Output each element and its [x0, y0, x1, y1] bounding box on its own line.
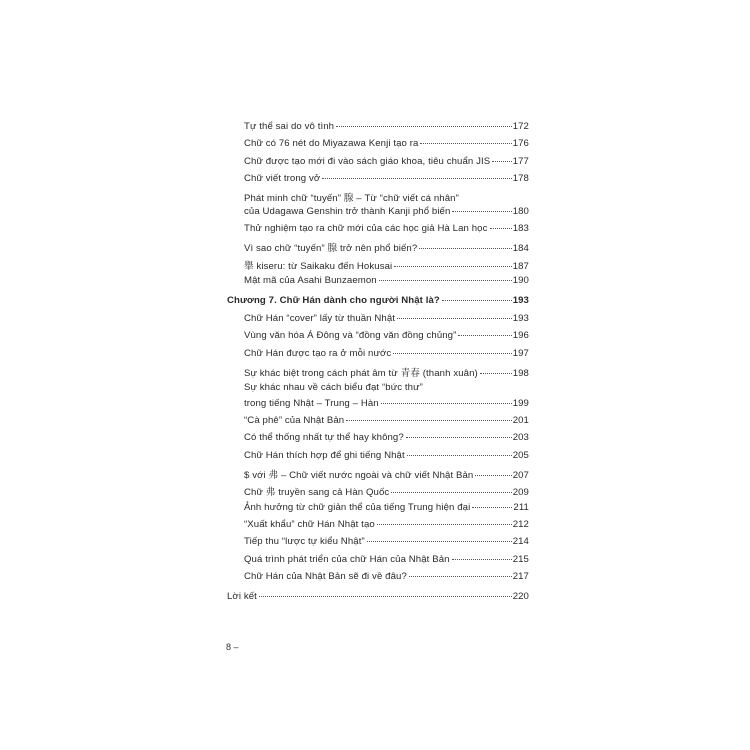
- toc-entry-title: “Xuất khẩu” chữ Hán Nhật tạo: [244, 518, 375, 530]
- toc-entry-page: 190: [512, 274, 529, 286]
- toc-entry: [227, 240, 529, 257]
- dot-leader: [406, 437, 512, 438]
- dot-leader: [442, 300, 512, 301]
- toc-entry-page: 214: [512, 536, 529, 548]
- toc-entry-title: Lời kết: [227, 591, 257, 603]
- dot-leader: [407, 455, 512, 456]
- toc-entry-page: 187: [512, 260, 529, 272]
- dot-leader: [397, 318, 512, 319]
- toc-entry: [227, 398, 529, 415]
- dot-leader: [336, 126, 512, 127]
- dot-leader: [379, 280, 512, 281]
- toc-entry-page: 207: [512, 470, 529, 482]
- dot-leader: [490, 228, 512, 229]
- toc-entry-title: Chữ Hán của Nhật Bản sẽ đi về đâu?: [244, 570, 407, 582]
- page-number: 8 –: [226, 642, 239, 652]
- toc-entry-page: 197: [512, 347, 529, 359]
- dot-leader: [475, 475, 511, 476]
- toc-entry: [227, 571, 529, 588]
- table-of-contents: [227, 121, 529, 609]
- toc-entry: [227, 467, 529, 484]
- toc-entry-title: Chữ Hán thích hợp để ghi tiếng Nhật: [244, 449, 405, 461]
- dot-leader: [452, 211, 511, 212]
- toc-entry-title: trong tiếng Nhật – Trung – Hàn: [244, 397, 379, 409]
- toc-entry: [227, 415, 529, 432]
- toc-entry-page: 184: [512, 243, 529, 255]
- toc-entry: [227, 554, 529, 571]
- toc-entry-title: Quá trình phát triển của chữ Hán của Nhật Bản: [244, 553, 450, 565]
- dot-leader: [480, 373, 512, 374]
- dot-leader: [458, 335, 511, 336]
- toc-entry: [227, 275, 529, 292]
- toc-entry-title: Thử nghiệm tạo ra chữ mới của các học giả Hà Lan học: [244, 222, 488, 234]
- toc-entry-title: Có thể thống nhất tự thể hay không?: [244, 432, 404, 444]
- toc-entry-page: 199: [512, 397, 529, 409]
- dot-leader: [409, 576, 512, 577]
- dot-leader: [346, 420, 511, 421]
- dot-leader: [394, 266, 511, 267]
- toc-entry-page: 220: [512, 591, 529, 603]
- toc-entry-title: Chữ Hán “cover” lấy từ thuần Nhật: [244, 313, 396, 325]
- toc-entry-page: 211: [513, 501, 529, 513]
- toc-entry-page: 212: [512, 518, 529, 530]
- toc-entry-page: 193: [512, 295, 529, 307]
- toc-entry-title: “Cà phê” của Nhật Bản: [244, 415, 345, 427]
- toc-entry-title: Vì sao chữ “tuyến” 腺 trở nên phổ biến?: [244, 243, 418, 255]
- toc-entry-title: Phát minh chữ “tuyến” 腺 – Từ “chữ viết cá nhân”: [244, 193, 459, 205]
- toc-entry-page: 183: [512, 222, 529, 234]
- toc-entry-page: 172: [512, 121, 529, 132]
- toc-entry: [227, 258, 529, 275]
- toc-entry-title: 𦦙 kiseru: từ Saikaku đến Hokusai: [244, 260, 393, 272]
- toc-entry: [227, 121, 529, 138]
- toc-entry-page: 201: [512, 415, 529, 427]
- dot-leader: [381, 403, 512, 404]
- toc-entry: [227, 206, 529, 223]
- toc-entry-page: 215: [512, 553, 529, 565]
- toc-entry-title: Tiếp thu “lược tự kiểu Nhật”: [244, 536, 365, 548]
- toc-entry-title: Sự khác nhau về cách biểu đạt “bức thư”: [244, 382, 423, 394]
- toc-entry: [227, 330, 529, 347]
- toc-entry-title: Chữ viết trong vở: [244, 172, 321, 184]
- toc-entry-page: 176: [512, 138, 529, 150]
- toc-entry-title: Sự khác biệt trong cách phát âm từ 青春 (thanh xuân): [244, 368, 478, 380]
- toc-entry-page: 177: [512, 155, 529, 167]
- toc-entry-title: Chữ 弗 truyền sang cả Hàn Quốc: [244, 487, 390, 499]
- dot-leader: [377, 524, 512, 525]
- toc-entry-title: Mật mã của Asahi Bunzaemon: [244, 274, 377, 286]
- toc-entry-title: Ảnh hưởng từ chữ giản thể của tiếng Trung hiện đại: [244, 501, 471, 513]
- toc-entry-title: $ với 弗 – Chữ viết nước ngoài và chữ viết Nhật Bản: [244, 470, 474, 482]
- toc-entry: [227, 519, 529, 536]
- toc-entry: [227, 223, 529, 240]
- dot-leader: [492, 161, 511, 162]
- toc-entry-page: 180: [512, 205, 529, 217]
- toc-entry-page: 209: [512, 487, 529, 499]
- dot-leader: [452, 559, 512, 560]
- toc-entry: [227, 382, 529, 398]
- toc-entry-title: của Udagawa Genshin trở thành Kanji phổ biến: [244, 205, 451, 217]
- toc-entry: [227, 190, 529, 206]
- toc-entry-title: Chữ Hán được tạo ra ở mỗi nước: [244, 347, 392, 359]
- toc-entry-title: Vùng văn hóa Á Đông và “đồng văn đồng chủng”: [244, 330, 457, 342]
- toc-chapter-entry: [227, 295, 529, 313]
- toc-entry: [227, 591, 529, 609]
- dot-leader: [322, 178, 511, 179]
- toc-entry: [227, 138, 529, 155]
- toc-entry: [227, 348, 529, 365]
- dot-leader: [367, 541, 512, 542]
- toc-entry: [227, 450, 529, 467]
- toc-entry-page: 203: [512, 432, 529, 444]
- toc-entry-title: Chữ được tạo mới đi vào sách giáo khoa, tiêu chuẩn JIS: [244, 155, 491, 167]
- toc-entry-page: 217: [512, 570, 529, 582]
- toc-entry-page: 196: [512, 330, 529, 342]
- toc-entry-title: Chữ có 76 nét do Miyazawa Kenji tạo ra: [244, 138, 419, 150]
- dot-leader: [419, 248, 511, 249]
- toc-entry-page: 205: [512, 449, 529, 461]
- toc-entry-title: Chương 7. Chữ Hán dành cho người Nhật là?: [227, 295, 440, 307]
- toc-entry: [227, 536, 529, 553]
- toc-entry: [227, 432, 529, 449]
- toc-entry: [227, 313, 529, 330]
- toc-entry: [227, 173, 529, 190]
- dot-leader: [420, 143, 511, 144]
- toc-entry: [227, 365, 529, 382]
- dot-leader: [391, 492, 511, 493]
- dot-leader: [259, 596, 512, 597]
- toc-entry-page: 198: [512, 368, 529, 380]
- dot-leader: [472, 507, 512, 508]
- toc-entry: [227, 156, 529, 173]
- dot-leader: [393, 353, 511, 354]
- toc-entry-page: 193: [512, 313, 529, 325]
- toc-entry-page: 178: [512, 172, 529, 184]
- toc-entry-title: Tự thể sai do vô tình: [244, 121, 335, 132]
- toc-entry: [227, 484, 529, 501]
- toc-entry: [227, 502, 529, 519]
